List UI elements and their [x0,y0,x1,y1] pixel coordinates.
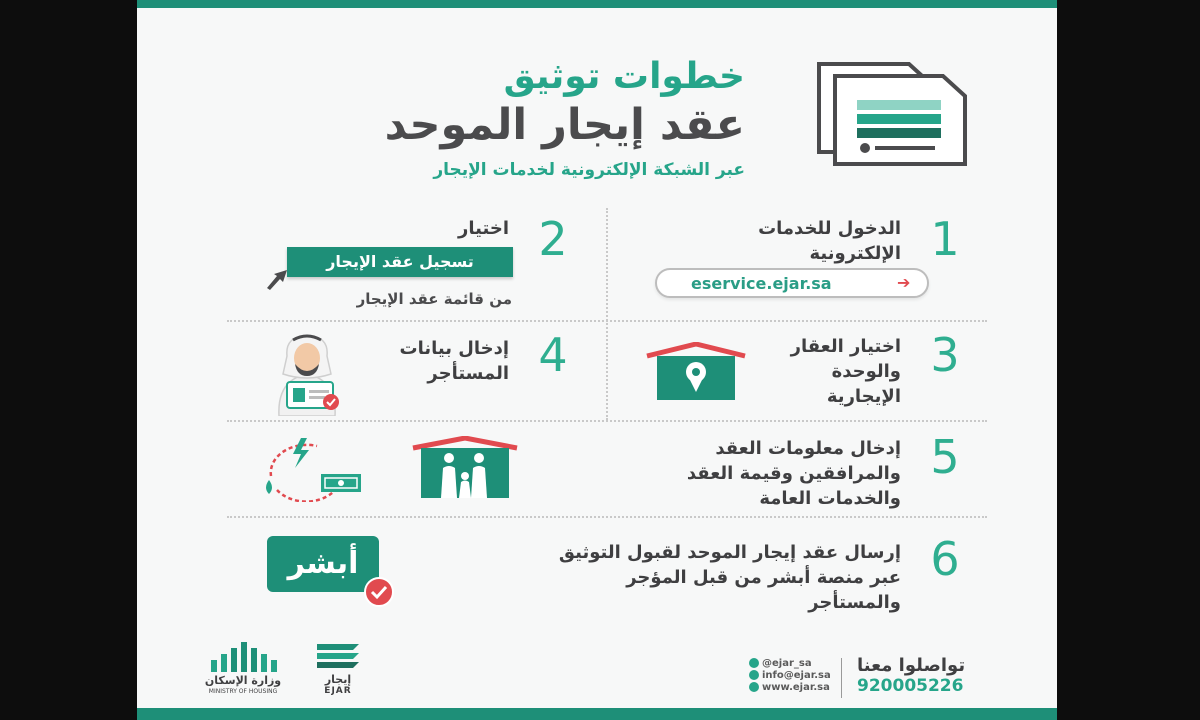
ejar-logo-icon [313,642,363,672]
bottom-accent-bar [137,708,1057,720]
step-4-text-line: المستأجر [427,363,509,384]
contact-email-row[interactable] [749,670,831,681]
step-5-text-line: والمرافقين وقيمة العقد [686,463,901,484]
property-location-icon [643,342,749,400]
step-1-text-line: الإلكترونية [809,243,901,264]
step-5-text-line: والخدمات العامة [759,488,901,509]
checkmark-badge-icon [363,576,395,608]
step-5-text-line: إدخال معلومات العقد [715,438,901,459]
step-3-number: 3 [930,328,960,382]
documents-icon [813,60,973,170]
ejar-logo-english: EJAR [324,686,352,696]
cursor-arrow-icon [265,268,291,290]
step-1-number: 1 [930,212,960,266]
subtitle: عبر الشبكة الإلكترونية لخدمات الإيجار [433,160,745,180]
step-1-text-line: الدخول للخدمات [758,218,901,239]
step-6-text-line: والمستأجر [808,592,901,613]
step-2-note: من قائمة عقد الإيجار [356,290,512,308]
step-3-text-line: الإيجارية [826,386,901,407]
step-3-text-line: اختيار العقار [790,336,901,357]
email-icon [749,670,759,680]
absher-logo-text: أبشر [287,546,359,581]
row-divider [227,420,987,422]
register-lease-button[interactable]: تسجيل عقد الإيجار [287,247,513,277]
step-2-text-line: اختيار [458,218,509,239]
row-divider [227,320,987,322]
contact-website: www.ejar.sa [762,682,830,693]
globe-icon [749,682,759,692]
step-3-text-line: والوحدة [831,361,901,382]
contact-twitter-row[interactable] [749,658,812,669]
contact-phone[interactable]: 920005226 [857,676,964,696]
step-6-text-line: عبر منصة أبشر من قبل المؤجر [626,567,901,588]
arrow-right-icon: ➔ [897,273,911,292]
step-4-text-line: إدخال بيانات [399,338,509,359]
step-4-number: 4 [538,328,568,382]
ministry-logo-arabic: وزارة الإسكان [204,674,282,687]
top-accent-bar [137,0,1057,8]
step-5-number: 5 [930,430,960,484]
family-home-icon [409,436,521,498]
title-line-2: عقد إيجار الموحد [384,100,745,150]
contact-email: info@ejar.sa [762,670,831,681]
contact-title: تواصلوا معنا [857,655,966,676]
contact-separator [841,658,842,698]
tenant-person-icon [257,330,357,416]
row-divider [227,516,987,518]
utilities-cycle-icon [257,436,367,502]
infographic-poster [137,0,1057,720]
eservice-url-link[interactable] [655,268,929,298]
column-divider [606,208,608,420]
step-2-number: 2 [538,212,568,266]
step-6-number: 6 [930,532,960,586]
ministry-logo-icon [203,640,283,674]
step-6-text-line: إرسال عقد إيجار الموحد لقبول التوثيق [558,542,901,563]
twitter-handle: @ejar_sa [762,658,812,669]
url-text: eservice.ejar.sa [691,274,832,293]
ministry-logo-english: MINISTRY OF HOUSING [208,688,278,695]
title-line-1: خطوات توثيق [503,56,745,97]
ejar-logo-arabic: إيجار [324,673,352,686]
contact-website-row[interactable] [749,682,830,693]
twitter-icon [749,658,759,668]
